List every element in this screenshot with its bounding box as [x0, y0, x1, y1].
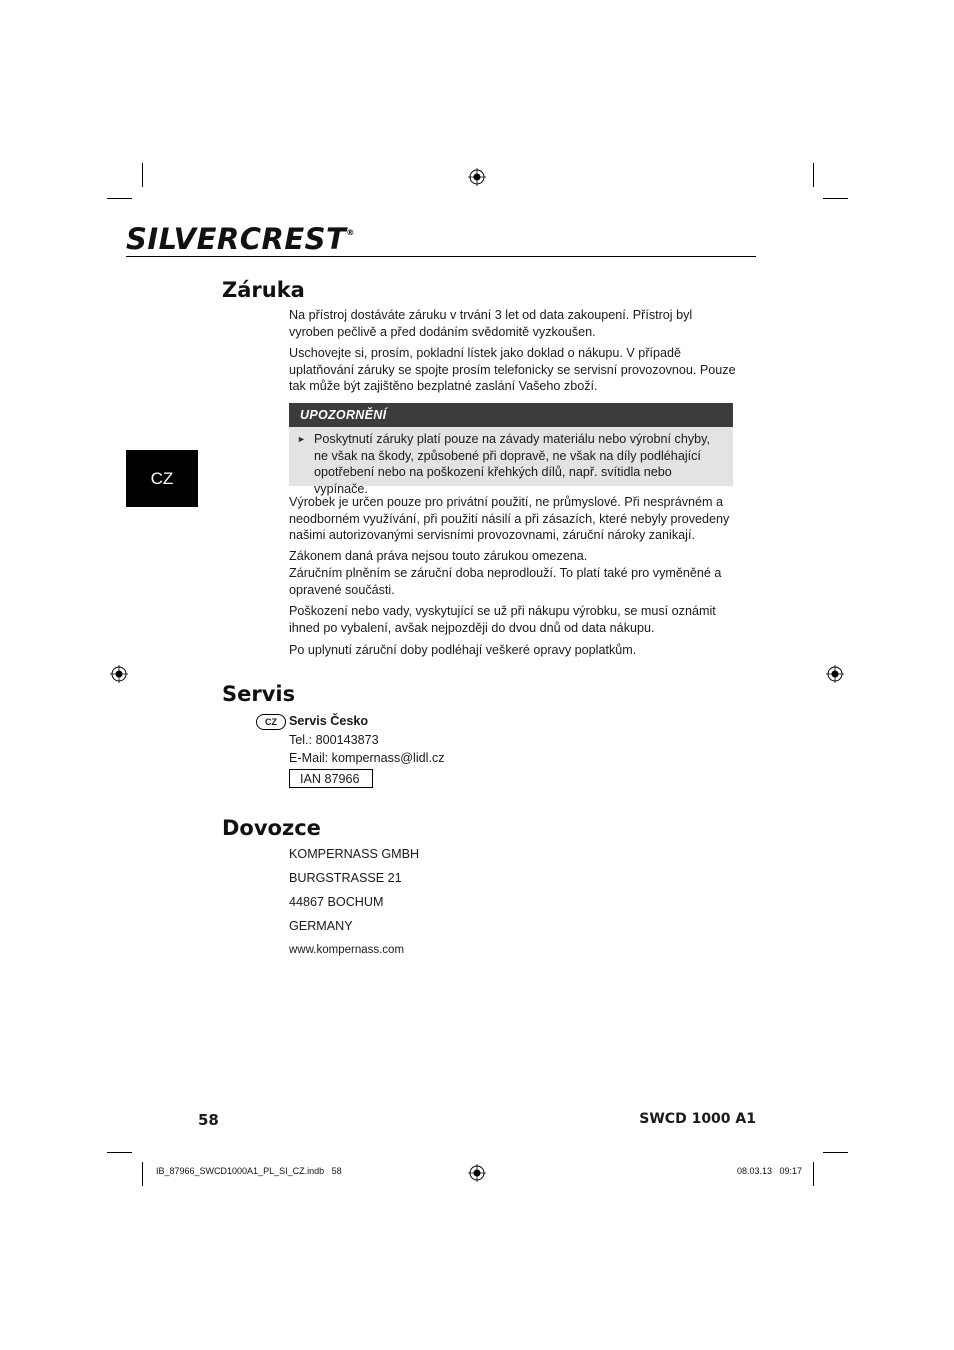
- zaruka-paragraph-5: Poškození nebo vady, vyskytující se už při nákupu výrobku, se musí oznámit ihned po vybalení, avšak nejpozději do dvou dnů od data nákupu.: [289, 604, 716, 635]
- zaruka-paragraph-4b: Záručním plněním se záruční doba neprodlouží. To platí také pro vyměněné a opravené součásti.: [289, 566, 722, 597]
- section-title-dovozce: Dovozce: [222, 816, 321, 840]
- model-number: SWCD 1000 A1: [639, 1111, 756, 1127]
- arrow-right-icon: ►: [297, 434, 306, 444]
- language-tab-label: CZ: [150, 468, 174, 488]
- silvercrest-logo: [126, 222, 355, 256]
- date-slug: 08.03.13 09:17: [737, 1166, 803, 1176]
- zaruka-paragraph-2: Uschovejte si, prosím, pokladní lístek jako doklad o nákupu. V případě uplatňování záruky se spojte prosím telefonicky se servisní provozovnou. Pouze tak může být zajištěno bezplatné zaslání Vašeho zboží.: [289, 346, 736, 393]
- registration-mark-icon: [826, 665, 844, 683]
- zaruka-paragraph-6: Po uplynutí záruční doby podléhají veškeré opravy poplatkům.: [289, 643, 637, 657]
- page-number: 58: [198, 1111, 219, 1129]
- logo-mark: ®: [346, 228, 355, 237]
- zaruka-paragraph-1: Na přístroj dostáváte záruku v trvání 3 let od data zakoupení. Přístroj byl vyroben pečlivě a před dodáním svědomitě vyzkoušen.: [289, 308, 693, 339]
- registration-mark-icon: [468, 168, 486, 186]
- importer-line: 44867 BOCHUM: [289, 895, 384, 909]
- importer-line: GERMANY: [289, 919, 353, 933]
- importer-line: BURGSTRASSE 21: [289, 871, 402, 885]
- zaruka-paragraph-3: Výrobek je určen pouze pro privátní použití, ne průmyslové. Při nesprávném a neodborném využívání, při použití násilí a při zásazích, které nebyly provedeny našimi autorizovanými servisními provozovnami, záruční nároky zanikají.: [289, 495, 730, 542]
- logo-silver: SILVER: [126, 222, 240, 256]
- country-badge: CZ: [256, 714, 286, 730]
- service-name: Servis Česko: [289, 714, 369, 728]
- crop-mark: [813, 1162, 814, 1186]
- warning-header: UPOZORNĚNÍ: [289, 403, 733, 427]
- file-slug: IB_87966_SWCD1000A1_PL_SI_CZ.indb 58: [156, 1166, 342, 1176]
- crop-mark: [813, 163, 814, 187]
- language-tab: [126, 450, 198, 507]
- service-email: E-Mail: kompernass@lidl.cz: [289, 751, 445, 765]
- crop-mark: [142, 1162, 143, 1186]
- registration-mark-icon: [110, 665, 128, 683]
- header-rule: [126, 256, 756, 257]
- section-title-zaruka: Záruka: [222, 278, 305, 302]
- registration-mark-icon: [468, 1164, 486, 1182]
- section-title-servis: Servis: [222, 682, 296, 706]
- warning-text: Poskytnutí záruky platí pouze na závady materiálu nebo výrobní chyby, ne však na škody, způsobené při dopravě, ne však na díly podléhající opotřebení nebo na poškození křehkých dílů, např. svítidla nebo vypínače.: [314, 432, 710, 496]
- ian-box: IAN 87966: [289, 769, 373, 788]
- importer-line: KOMPERNASS GMBH: [289, 847, 420, 861]
- logo-crest: CREST: [239, 222, 347, 256]
- crop-mark: [107, 198, 132, 199]
- crop-mark: [142, 163, 143, 187]
- service-phone: Tel.: 800143873: [289, 733, 379, 747]
- crop-mark: [823, 1152, 848, 1153]
- crop-mark: [823, 198, 848, 199]
- zaruka-paragraph-4a: Zákonem daná práva nejsou touto zárukou omezena.: [289, 549, 588, 563]
- importer-website: www.kompernass.com: [289, 944, 405, 956]
- warning-box: [289, 427, 733, 496]
- crop-mark: [107, 1152, 132, 1153]
